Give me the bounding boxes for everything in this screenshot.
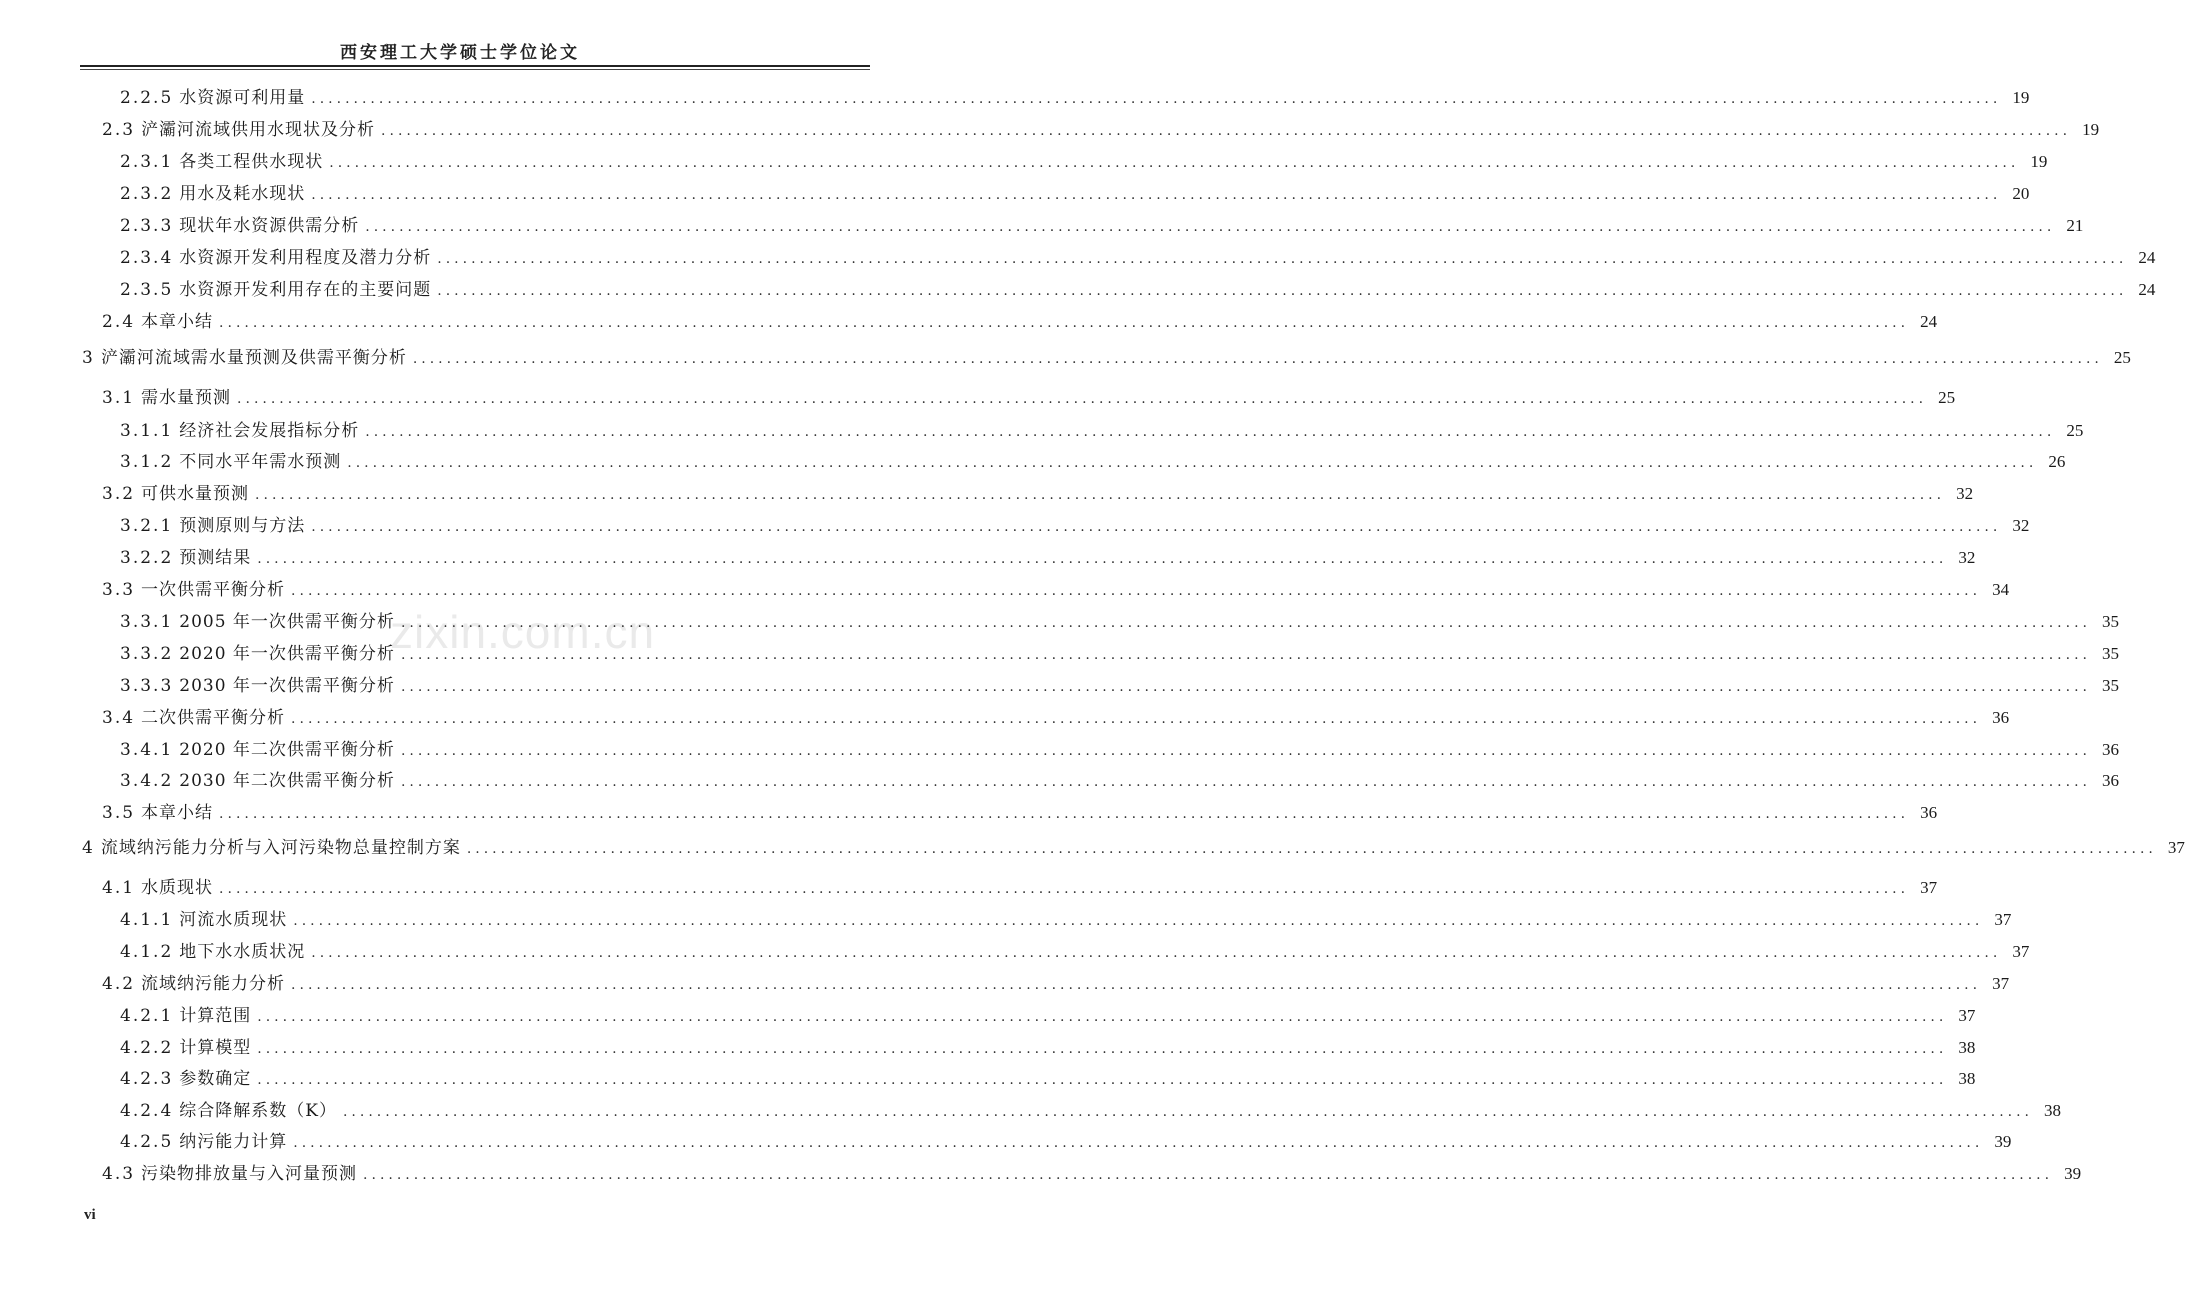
toc-entry-page: 37	[1958, 1006, 1976, 1025]
toc-entry-title: 经济社会发展指标分析	[179, 421, 360, 441]
toc-entry-title: 预测原则与方法	[179, 516, 306, 536]
toc-entry-title: 地下水水质状况	[179, 942, 306, 962]
toc-entry	[102, 118, 2100, 142]
toc-entry-number: 4.1	[102, 878, 136, 898]
toc-leader-dots: ........................................................................................................................................................................................................	[257, 551, 1948, 567]
toc-entry-page: 38	[2044, 1101, 2062, 1120]
toc-entry-number: 3.3.3	[120, 676, 174, 696]
toc-leader-dots: ........................................................................................................................................................................................................	[291, 583, 1982, 599]
toc-entry-page: 38	[1958, 1069, 1976, 1088]
toc-leader-dots: ........................................................................................................................................................................................................	[219, 315, 1910, 331]
toc-entry-page: 25	[1938, 388, 1956, 407]
toc-entry	[120, 642, 2119, 666]
toc-entry-number: 4.2.5	[120, 1132, 174, 1152]
toc-entry	[120, 1130, 2012, 1154]
toc-entry-title: 计算范围	[179, 1006, 252, 1026]
toc-entry	[82, 836, 2185, 860]
toc-entry	[120, 1004, 1976, 1028]
toc-entry	[102, 876, 1938, 900]
toc-entry	[120, 419, 2084, 443]
toc-entry-title: 水资源开发利用存在的主要问题	[179, 280, 432, 300]
toc-entry-page: 37	[2012, 942, 2030, 961]
toc-entry	[102, 706, 2010, 730]
toc-entry	[120, 214, 2084, 238]
toc-entry-title: 用水及耗水现状	[179, 184, 306, 204]
toc-entry-page: 37	[2167, 838, 2185, 857]
toc-entry-title: 纳污能力计算	[179, 1132, 288, 1152]
toc-leader-dots: ........................................................................................................................................................................................................	[219, 806, 1910, 822]
toc-entry-number: 2.3.1	[120, 152, 174, 172]
toc-entry-page: 36	[2101, 740, 2119, 759]
toc-entry-title: 二次供需平衡分析	[141, 708, 286, 728]
toc-entry-title: 各类工程供水现状	[179, 152, 324, 172]
toc-entry	[120, 940, 2030, 964]
toc-entry	[120, 1036, 1976, 1060]
toc-entry	[102, 801, 1938, 825]
toc-leader-dots: ........................................................................................................................................................................................................	[400, 679, 2091, 695]
toc-entry-page: 35	[2101, 612, 2119, 631]
toc-entry	[102, 310, 1938, 334]
toc-entry-number: 3.3	[102, 580, 136, 600]
toc-entry-number: 3.1.2	[120, 452, 174, 472]
toc-entry-page: 39	[1994, 1132, 2012, 1151]
toc-entry-title: 综合降解系数（K）	[179, 1101, 337, 1121]
toc-entry	[120, 514, 2030, 538]
toc-entry-number: 4.2.2	[120, 1038, 174, 1058]
toc-entry-page: 39	[2064, 1164, 2082, 1183]
header-rule	[80, 65, 870, 67]
toc-entry-page: 26	[2048, 452, 2066, 471]
toc-entry-page: 36	[1920, 803, 1938, 822]
toc-entry-number: 4	[82, 838, 95, 858]
toc-entry-page: 19	[2030, 152, 2048, 171]
toc-entry-page: 19	[2012, 88, 2030, 107]
toc-leader-dots: ........................................................................................................................................................................................................	[237, 391, 1928, 407]
toc-entry-title: 一次供需平衡分析	[141, 580, 286, 600]
toc-entry-number: 4.2.4	[120, 1101, 174, 1121]
toc-entry-page: 32	[1958, 548, 1976, 567]
toc-entry-number: 3.4.1	[120, 740, 174, 760]
toc-leader-dots: ........................................................................................................................................................................................................	[329, 155, 2020, 171]
toc-entry-title: 水质现状	[141, 878, 214, 898]
toc-entry-title: 水资源开发利用程度及潜力分析	[179, 248, 432, 268]
toc-entry	[102, 1162, 2082, 1186]
toc-entry-title: 2030 年二次供需平衡分析	[179, 771, 395, 791]
toc-leader-dots: ........................................................................................................................................................................................................	[291, 711, 1982, 727]
toc-entry-page: 34	[1992, 580, 2010, 599]
toc-entry-title: 需水量预测	[141, 388, 232, 408]
toc-entry-number: 3.4.2	[120, 771, 174, 791]
toc-entry-title: 计算模型	[179, 1038, 252, 1058]
toc-entry-page: 32	[2012, 516, 2030, 535]
toc-entry-number: 2.3.3	[120, 216, 174, 236]
toc-entry-page: 36	[1992, 708, 2010, 727]
toc-entry-title: 2005 年一次供需平衡分析	[179, 612, 395, 632]
toc-entry	[102, 386, 1956, 410]
toc-entry	[102, 972, 2010, 996]
toc-entry-number: 3.2.2	[120, 548, 174, 568]
toc-entry-title: 2020 年二次供需平衡分析	[179, 740, 395, 760]
toc-entry-number: 2.2.5	[120, 88, 174, 108]
toc-entry	[120, 769, 2119, 793]
toc-leader-dots: ........................................................................................................................................................................................................	[400, 615, 2091, 631]
toc-entry-number: 3	[82, 348, 95, 368]
toc-leader-dots: ........................................................................................................................................................................................................	[342, 1104, 2034, 1120]
toc-entry	[102, 578, 2010, 602]
toc-leader-dots: ........................................................................................................................................................................................................	[400, 774, 2091, 790]
toc-leader-dots: ........................................................................................................................................................................................................	[347, 455, 2038, 471]
page-header-title: 西安理工大学硕士学位论文	[340, 43, 580, 63]
toc-entry-title: 污染物排放量与入河量预测	[141, 1164, 358, 1184]
toc-entry-title: 可供水量预测	[141, 484, 250, 504]
toc-entry-number: 3.3.2	[120, 644, 174, 664]
toc-leader-dots: ........................................................................................................................................................................................................	[365, 424, 2056, 440]
toc-leader-dots: ........................................................................................................................................................................................................	[257, 1072, 1948, 1088]
toc-leader-dots: ........................................................................................................................................................................................................	[311, 519, 2002, 535]
toc-entry-page: 20	[2012, 184, 2030, 203]
toc-entry-title: 流域纳污能力分析与入河污染物总量控制方案	[100, 838, 461, 858]
toc-entry-title: 参数确定	[179, 1069, 252, 1089]
toc-entry-title: 河流水质现状	[179, 910, 288, 930]
toc-entry-page: 25	[2066, 421, 2084, 440]
toc-entry-number: 3.2.1	[120, 516, 174, 536]
toc-leader-dots: ........................................................................................................................................................................................................	[400, 647, 2091, 663]
toc-entry-page: 36	[2101, 771, 2119, 790]
toc-entry-title: 现状年水资源供需分析	[179, 216, 360, 236]
toc-entry	[120, 246, 2156, 270]
header-rule-thin	[80, 69, 870, 70]
toc-entry-page: 24	[2138, 248, 2156, 267]
toc-entry-title: 2030 年一次供需平衡分析	[179, 676, 395, 696]
toc-entry-number: 2.3.5	[120, 280, 174, 300]
toc-entry	[120, 150, 2048, 174]
toc-leader-dots: ........................................................................................................................................................................................................	[257, 1009, 1948, 1025]
toc-entry	[120, 278, 2156, 302]
toc-entry	[120, 1099, 2062, 1123]
toc-entry-page: 35	[2101, 644, 2119, 663]
toc-entry-page: 32	[1956, 484, 1974, 503]
toc-leader-dots: ........................................................................................................................................................................................................	[219, 881, 1910, 897]
toc-entry-page: 21	[2066, 216, 2084, 235]
toc-leader-dots: ........................................................................................................................................................................................................	[293, 913, 1984, 929]
toc-entry-title: 浐灞河流域需水量预测及供需平衡分析	[100, 348, 407, 368]
toc-entry-number: 4.2	[102, 974, 136, 994]
toc-leader-dots: ........................................................................................................................................................................................................	[363, 1167, 2054, 1183]
toc-entry	[120, 738, 2119, 762]
toc-leader-dots: ........................................................................................................................................................................................................	[291, 977, 1982, 993]
toc-entry-number: 4.1.1	[120, 910, 174, 930]
toc-entry	[120, 674, 2119, 698]
toc-entry-number: 4.1.2	[120, 942, 174, 962]
watermark: zixin.com.cn	[390, 606, 656, 658]
toc-entry-title: 2020 年一次供需平衡分析	[179, 644, 395, 664]
toc-entry	[120, 450, 2066, 474]
toc-entry-title: 水资源可利用量	[179, 88, 306, 108]
toc-entry-number: 3.1	[102, 388, 136, 408]
toc-leader-dots: ........................................................................................................................................................................................................	[255, 487, 1946, 503]
toc-leader-dots: ........................................................................................................................................................................................................	[400, 743, 2091, 759]
toc-leader-dots: ........................................................................................................................................................................................................	[311, 187, 2002, 203]
toc-entry	[102, 482, 1974, 506]
toc-entry-page: 25	[2113, 348, 2131, 367]
toc-leader-dots: ........................................................................................................................................................................................................	[412, 351, 2103, 367]
toc-entry-page: 37	[1992, 974, 2010, 993]
toc-entry-title: 本章小结	[141, 312, 214, 332]
toc-entry-title: 本章小结	[141, 803, 214, 823]
toc-entry-number: 4.3	[102, 1164, 136, 1184]
toc-entry	[120, 86, 2030, 110]
toc-entry-page: 37	[1994, 910, 2012, 929]
toc-leader-dots: ........................................................................................................................................................................................................	[293, 1135, 1984, 1151]
toc-entry	[120, 610, 2119, 634]
toc-entry-number: 2.3.4	[120, 248, 174, 268]
toc-leader-dots: ........................................................................................................................................................................................................	[365, 219, 2056, 235]
footer-page-number: vi	[84, 1207, 96, 1223]
toc-entry-number: 4.2.3	[120, 1069, 174, 1089]
toc-entry-number: 3.5	[102, 803, 136, 823]
toc-entry-page: 38	[1958, 1038, 1976, 1057]
toc-leader-dots: ........................................................................................................................................................................................................	[311, 91, 2002, 107]
toc-entry-page: 19	[2082, 120, 2100, 139]
toc-entry-number: 2.4	[102, 312, 136, 332]
toc-entry-title: 流域纳污能力分析	[141, 974, 286, 994]
toc-entry	[120, 546, 1976, 570]
toc-leader-dots: ........................................................................................................................................................................................................	[466, 841, 2157, 857]
toc-entry-title: 不同水平年需水预测	[179, 452, 342, 472]
toc-entry-number: 3.3.1	[120, 612, 174, 632]
toc-entry-number: 4.2.1	[120, 1006, 174, 1026]
toc-entry-page: 24	[2138, 280, 2156, 299]
toc-leader-dots: ........................................................................................................................................................................................................	[257, 1041, 1948, 1057]
toc-entry-number: 3.4	[102, 708, 136, 728]
toc-leader-dots: ........................................................................................................................................................................................................	[437, 283, 2128, 299]
toc-entry-page: 24	[1920, 312, 1938, 331]
toc-entry	[120, 182, 2030, 206]
toc-entry-title: 浐灞河流域供用水现状及分析	[141, 120, 376, 140]
toc-leader-dots: ........................................................................................................................................................................................................	[381, 123, 2072, 139]
toc-entry-title: 预测结果	[179, 548, 252, 568]
toc-entry-number: 3.2	[102, 484, 136, 504]
toc-entry-page: 35	[2101, 676, 2119, 695]
toc-entry	[120, 908, 2012, 932]
toc-entry-page: 37	[1920, 878, 1938, 897]
toc-entry-number: 2.3	[102, 120, 136, 140]
toc-entry	[82, 346, 2131, 370]
toc-entry-number: 3.1.1	[120, 421, 174, 441]
toc-entry-number: 2.3.2	[120, 184, 174, 204]
toc-leader-dots: ........................................................................................................................................................................................................	[311, 945, 2002, 961]
toc-entry	[120, 1067, 1976, 1091]
toc-leader-dots: ........................................................................................................................................................................................................	[437, 251, 2128, 267]
